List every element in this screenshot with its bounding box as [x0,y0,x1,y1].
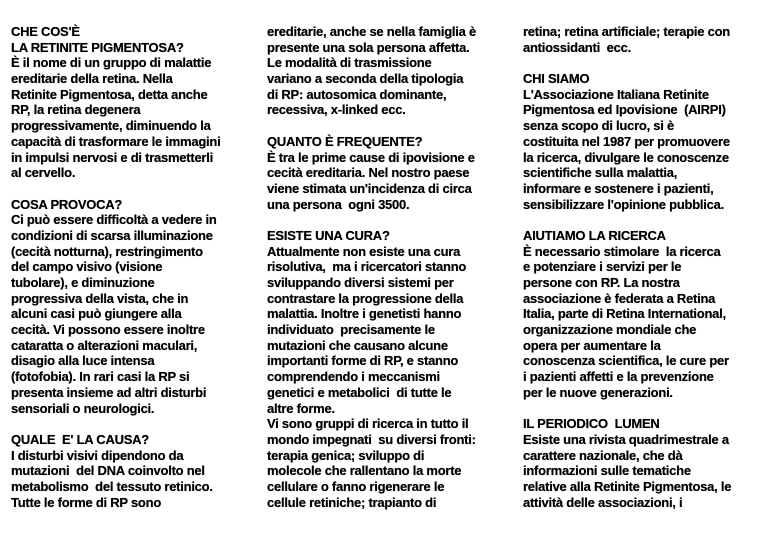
text-line: cellulare o fanno rigenerare le [267,478,445,494]
blank-line [267,212,519,228]
text-line: la ricerca, divulgare le conoscenze [523,149,729,165]
blank-line [11,181,263,197]
text-line: altre forme. [267,400,335,416]
section-heading: QUANTO È FREQUENTE? [267,133,423,149]
text-line: persone con RP. La nostra [523,275,680,290]
text-line: presenta insieme ad altri disturbi [11,384,207,400]
text-line: presente una sola persona affetta. [267,39,470,55]
text-line: I disturbi visivi dipendono da [11,447,184,463]
text-line: comprendendo i meccanismi [267,369,440,385]
text-line: progressiva della vista, che in [11,290,189,306]
text-line: cecità. Vi possono essere inoltre [11,322,205,338]
text-line: contrastare la progressione della [267,290,464,306]
section-heading: COSA PROVOCA? [11,196,123,212]
text-line: metabolismo del tessuto retinico. [11,478,213,494]
text-line: terapia genica; sviluppo di [267,447,425,463]
text-line: Ci può essere difficoltà a vedere in [11,212,217,228]
text-line: attività delle associazioni, i [523,494,683,510]
text-line: una persona ogni 3500. [267,196,410,212]
blank-line [267,118,519,134]
text-line: (cecità notturna), restringimento [11,243,203,259]
text-line: È tra le prime cause di ipovisione e [267,149,475,165]
text-line: senza scopo di lucro, si è [523,118,674,134]
text-line: antiossidanti ecc. [523,39,631,55]
text-line: Attualmente non esiste una cura [267,243,461,259]
text-line: progressivamente, diminuendo la [11,118,211,134]
text-line: È il nome di un gruppo di malattie [11,55,212,71]
text-column-3 [523,24,768,510]
text-line: condizioni di scarsa illuminazione [11,227,213,243]
text-line: Pigmentosa ed Ipovisione (AIRPI) [523,102,726,118]
text-line: sensoriali o neurologici. [11,400,155,416]
text-line: organizzazione mondiale che [523,322,697,338]
text-line: e potenziare i servizi per le [523,259,682,275]
text-line: variano a seconda della tipologia [267,71,464,87]
text-line: ereditarie della retina. Nella [11,71,173,87]
text-line: (fotofobia). In rari casi la RP si [11,369,190,385]
text-column-1 [11,24,263,510]
text-line: importanti forme di RP, e stanno [267,353,459,369]
text-line: molecole che rallentano la morte [267,463,462,479]
text-line: i pazienti affetti e la prevenzione [523,369,714,385]
text-line: disagio alla luce intensa [11,353,155,369]
text-line: mutazioni che causano alcune [267,337,448,353]
text-line: in impulsi nervosi e di trasmetterli [11,149,213,165]
text-line: costituita nel 1987 per promuovere [523,133,730,149]
text-line: cecità ereditaria. Nel nostro paese [267,165,470,181]
text-line: conoscenza scientifica, le cure per [523,353,729,369]
section-heading: CHE COS'È [11,24,80,39]
section-heading: LA RETINITE PIGMENTOSA? [11,39,184,55]
text-column-2 [267,24,519,510]
text-line: genetici e metabolici di tutte le [267,384,452,400]
text-line: Retinite Pigmentosa, detta anche [11,86,208,102]
text-line: cellule retiniche; trapianto di [267,494,437,510]
blank-line [523,401,768,417]
blank-line [523,212,768,228]
text-line: del campo visivo (visione [11,259,163,275]
text-line: per le nuove generazioni. [523,384,673,400]
text-line: relative alla Retinite Pigmentosa, le [523,478,732,494]
text-line: recessiva, x-linked ecc. [267,102,406,118]
text-line: opera per aumentare la [523,337,661,353]
text-line: al cervello. [11,165,76,181]
text-line: retina; retina artificiale; terapie con [523,24,730,39]
text-line: L'Associazione Italiana Retinite [523,86,709,102]
section-heading: QUALE E' LA CAUSA? [11,431,149,447]
text-line: È necessario stimolare la ricerca [523,243,721,259]
text-line: scientifiche sulla malattia, [523,165,678,181]
text-line: malattia. Inoltre i genetisti hanno [267,306,462,322]
text-line: informazioni sulle tematiche [523,463,691,479]
text-line: Le modalità di trasmissione [267,55,432,71]
text-line: individuato precisamente le [267,322,435,338]
section-heading: CHI SIAMO [523,71,590,87]
text-line: mutazioni del DNA coinvolto nel [11,463,205,479]
text-line: RP, la retina degenera [11,102,141,118]
text-line: risolutiva, ma i ricercatori stanno [267,259,467,275]
text-line: cataratta o alterazioni maculari, [11,337,198,353]
text-line: mondo impegnati su diversi fronti: [267,431,476,447]
text-line: carattere nazionale, che dà [523,447,683,463]
text-line: di RP: autosomica dominante, [267,86,447,102]
text-line: sensibilizzare l'opinione pubblica. [523,196,724,212]
text-line: Tutte le forme di RP sono [11,494,162,510]
text-line: tubolare), e diminuzione [11,275,155,290]
section-heading: ESISTE UNA CURA? [267,227,390,243]
text-line: sviluppando diversi sistemi per [267,275,454,290]
text-line: Vi sono gruppi di ricerca in tutto il [267,416,469,432]
section-heading: AIUTIAMO LA RICERCA [523,227,666,243]
text-line: alcuni casi può giungere alla [11,306,182,322]
blank-line [523,55,768,71]
blank-line [11,416,263,432]
text-line: capacità di trasformare le immagini [11,133,221,149]
text-line: viene stimata un'incidenza di circa [267,180,472,196]
text-line: Italia, parte di Retina International, [523,306,726,322]
text-line: ereditarie, anche se nella famiglia è [267,24,476,39]
text-line: associazione è federata a Retina [523,290,716,306]
section-heading: IL PERIODICO LUMEN [523,416,660,432]
text-line: informare e sostenere i pazienti, [523,180,714,196]
text-line: Esiste una rivista quadrimestrale a [523,431,729,447]
